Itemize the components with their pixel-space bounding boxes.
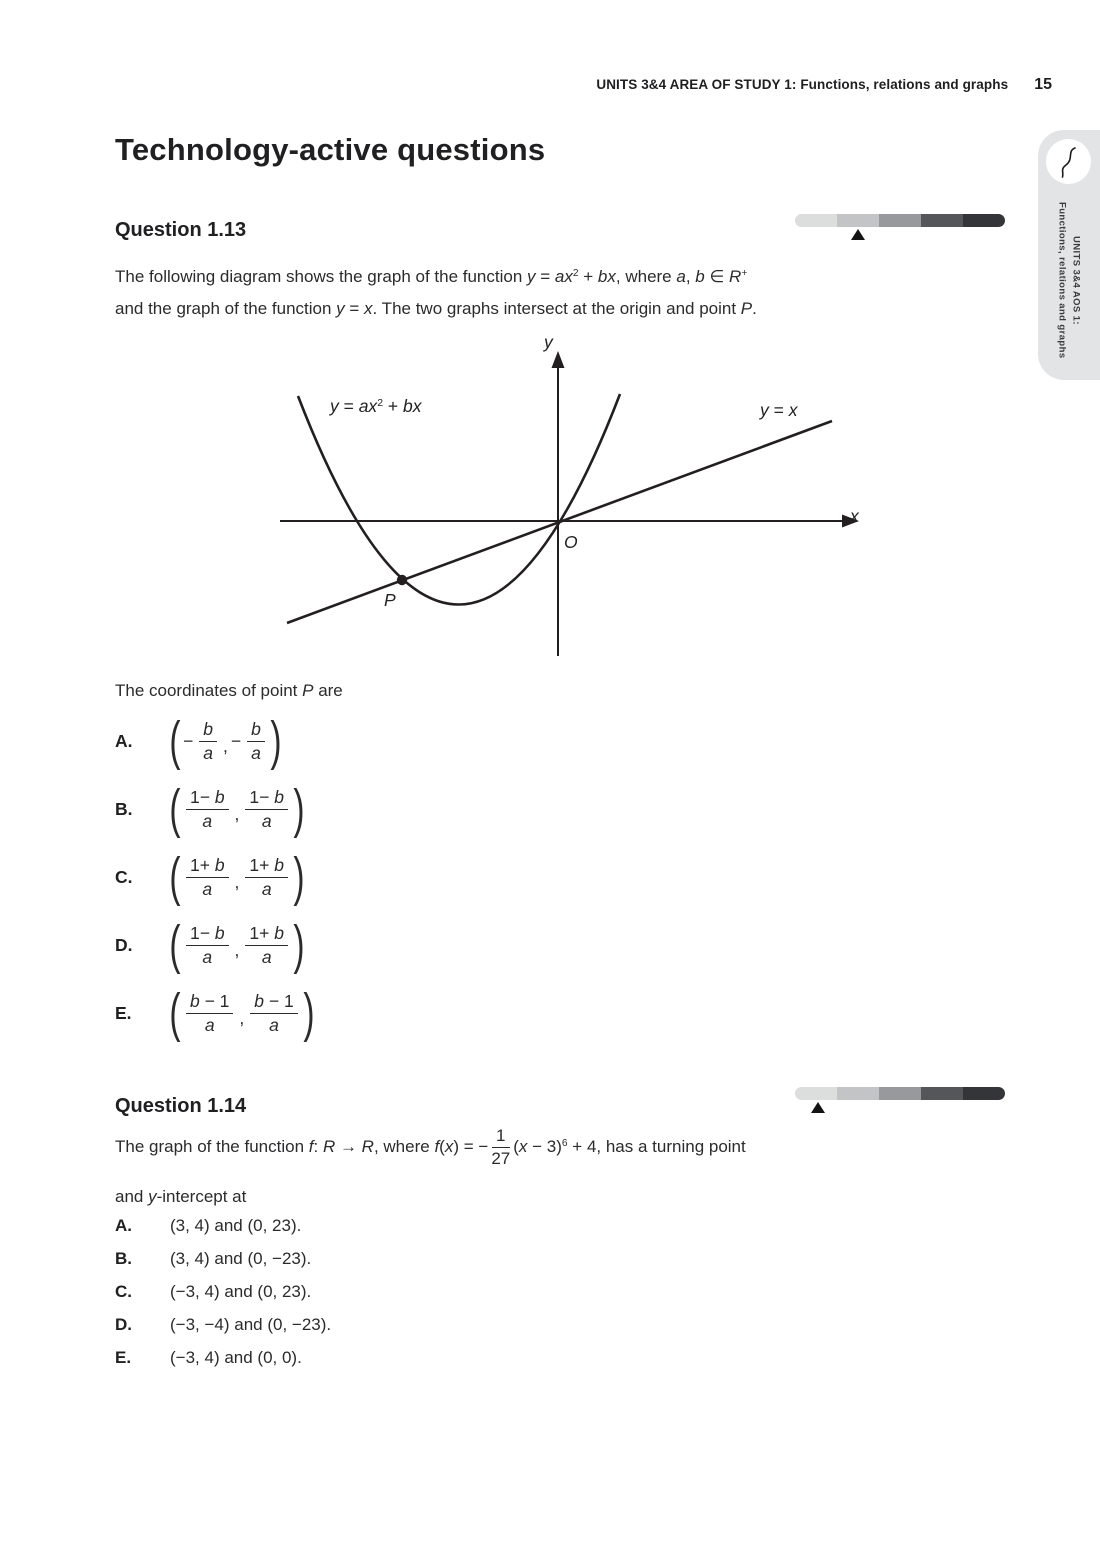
text-run: , [234, 940, 240, 960]
y-axis-arrow-icon [552, 351, 565, 368]
text-run: . [752, 299, 757, 318]
meter-segment [837, 214, 879, 227]
numerator [245, 787, 288, 810]
text-run: ax [358, 396, 378, 416]
option-letter: A. [115, 1216, 132, 1235]
denominator [202, 810, 212, 832]
option-formula [169, 711, 282, 771]
text-run: P [302, 681, 314, 700]
numerator [245, 923, 288, 946]
denominator [202, 878, 212, 900]
tab-units-label: UNITS 3&4 AOS 1: [1070, 235, 1082, 325]
text-run: 1− [189, 922, 215, 943]
text-run: : [313, 1137, 323, 1157]
text-run: y [330, 396, 339, 416]
text-run: b [695, 267, 705, 286]
difficulty-meter-q14 [795, 1087, 1005, 1117]
tab-topic-label: Functions, relations and graphs [1056, 201, 1068, 359]
page-header [596, 76, 1052, 94]
text-run: ( [513, 1137, 519, 1157]
parenthesis: ( [169, 711, 181, 771]
text-run: ( [439, 1137, 445, 1157]
option-formula [169, 779, 305, 839]
answer-option [115, 914, 314, 976]
fraction [186, 923, 229, 967]
text-run: , [239, 1008, 245, 1028]
text-run: a [251, 742, 261, 763]
option-letter: D. [115, 1315, 132, 1334]
text-run: 1− [189, 786, 215, 807]
text-run: x [444, 1137, 454, 1157]
parenthesis: ) [293, 847, 305, 907]
text-run: x [788, 400, 798, 420]
text-run: a [261, 810, 272, 831]
parenthesis: ) [303, 983, 315, 1043]
q14-options [115, 1216, 331, 1381]
answer-option [115, 1348, 331, 1368]
text-run: ∈ [704, 267, 730, 286]
intro-line-1 [115, 262, 1025, 294]
line-equation-label [760, 400, 797, 421]
text-run: , [222, 736, 228, 756]
graph-canvas [270, 338, 870, 668]
text-run: b [274, 854, 284, 875]
text-run: + [578, 267, 598, 286]
text-run: The coordinates of point [115, 681, 303, 700]
numerator [247, 719, 265, 742]
y-axis-label: y [544, 332, 553, 352]
text-run: 1− [249, 786, 275, 807]
text-run: b [203, 718, 213, 739]
text-run: , [234, 872, 240, 892]
parenthesis: ( [169, 915, 181, 975]
question-14-intro-line1 [115, 1126, 1075, 1169]
function-graph-diagram [270, 332, 870, 668]
question-13-prompt [115, 676, 343, 705]
text-run: ax [554, 267, 573, 286]
text-run: + 4, has a turning point [567, 1137, 746, 1157]
intro-line-2 [115, 294, 1025, 323]
option-text: (−3, −4) and (0, −23). [170, 1315, 332, 1334]
text-run: R [361, 1137, 374, 1157]
answer-option [115, 778, 314, 840]
text-run: P [740, 299, 753, 318]
text-run: The following diagram shows the graph of the function [115, 267, 528, 286]
text-run: bx [402, 396, 422, 416]
meter-segment [879, 214, 921, 227]
parenthesis: ( [169, 779, 181, 839]
text-run: b [214, 922, 225, 943]
denominator [262, 878, 272, 900]
numerator [250, 991, 297, 1014]
text-run: = [344, 299, 365, 318]
answer-option [115, 1216, 331, 1236]
denominator [203, 742, 213, 764]
text-run: 1+ [249, 922, 275, 943]
tab-circle [1046, 139, 1091, 184]
text-run: are [313, 681, 343, 700]
question-14-heading: Question 1.14 [115, 1095, 247, 1117]
numerator [186, 855, 229, 878]
text-run: 1 [496, 1126, 506, 1145]
option-text: (−3, 4) and (0, 23). [170, 1282, 312, 1301]
text-run: a [203, 742, 213, 763]
denominator [251, 742, 261, 764]
denominator [205, 1014, 215, 1036]
difficulty-bar [795, 214, 1005, 227]
answer-option [115, 1315, 331, 1335]
parenthesis: ( [169, 983, 181, 1043]
chapter-side-tab [1038, 130, 1100, 380]
text-run: b [251, 718, 261, 739]
parenthesis: ) [270, 711, 282, 771]
text-run: y [336, 299, 345, 318]
text-run: a [676, 267, 686, 286]
text-run: b [214, 854, 225, 875]
denominator [269, 1014, 279, 1036]
text-run: and [115, 1187, 149, 1206]
text-run: = [338, 396, 359, 416]
origin-label: O [564, 532, 578, 552]
difficulty-marker-icon [811, 1102, 825, 1113]
difficulty-marker-icon [851, 229, 865, 240]
text-run: a [261, 946, 272, 967]
text-run: + [383, 396, 403, 416]
option-formula [169, 983, 315, 1043]
option-text: (3, 4) and (0, −23). [170, 1249, 312, 1268]
text-run: 2 [377, 397, 384, 410]
option-formula [169, 847, 305, 907]
parenthesis: ( [169, 847, 181, 907]
text-run: = [535, 267, 555, 286]
text-run: = [768, 400, 789, 420]
numerator [186, 923, 229, 946]
meter-segment [795, 1087, 837, 1100]
meter-segment [921, 1087, 963, 1100]
running-header: UNITS 3&4 AREA OF STUDY 1: Functions, relations and graphs [596, 77, 1009, 92]
meter-segment [837, 1087, 879, 1100]
denominator [491, 1148, 510, 1169]
text-run: bx [597, 267, 616, 286]
numerator [492, 1126, 509, 1148]
option-letter: D. [115, 934, 133, 955]
option-letter: C. [115, 1282, 132, 1301]
text-run: , [234, 804, 240, 824]
page-number: 15 [1034, 76, 1052, 93]
option-letter: E. [115, 1002, 132, 1023]
option-letter: E. [115, 1348, 132, 1367]
text-run: 27 [491, 1149, 511, 1169]
meter-segment [963, 214, 1005, 227]
tab-text [1038, 192, 1100, 368]
parabola-equation-label [330, 396, 421, 417]
option-letter: A. [115, 730, 133, 751]
fraction [186, 855, 229, 899]
parabola-curve [298, 394, 620, 605]
fraction [199, 719, 217, 763]
text-run: y [527, 267, 536, 286]
meter-segment [879, 1087, 921, 1100]
text-run: , where [373, 1137, 435, 1157]
answer-option [115, 1282, 331, 1302]
fraction [245, 855, 288, 899]
text-run: x [518, 1137, 528, 1157]
question-14-intro-line2 [115, 1182, 246, 1211]
text-run: + [741, 268, 748, 280]
fraction [245, 787, 288, 831]
answer-option [115, 710, 314, 772]
text-run: x [364, 299, 373, 318]
text-run: The graph of the function [115, 1137, 309, 1157]
x-axis-label: x [850, 506, 859, 526]
answer-option [115, 982, 314, 1044]
option-letter: B. [115, 1249, 132, 1268]
numerator [245, 855, 288, 878]
answer-option [115, 846, 314, 908]
parenthesis: ) [293, 779, 305, 839]
text-run: − [182, 730, 194, 751]
meter-segment [921, 214, 963, 227]
difficulty-bar [795, 1087, 1005, 1100]
fraction [247, 719, 265, 763]
answer-option [115, 1249, 331, 1269]
text-run: 1+ [249, 854, 275, 875]
text-run: 1+ [189, 854, 215, 875]
text-run: b [274, 786, 284, 807]
denominator [262, 946, 272, 968]
text-run: − 1 [264, 990, 294, 1011]
text-run: − 1 [199, 990, 230, 1011]
fraction [186, 991, 233, 1035]
denominator [202, 946, 212, 968]
text-run: b [189, 990, 200, 1011]
text-run: a [204, 1014, 215, 1035]
text-run: − 3) [527, 1137, 562, 1157]
text-run: a [202, 810, 213, 831]
text-run: a [202, 946, 213, 967]
text-run: b [214, 786, 225, 807]
text-run: y [148, 1187, 157, 1206]
parenthesis: ) [293, 915, 305, 975]
text-run: a [202, 878, 213, 899]
denominator [262, 810, 272, 832]
text-run: R [729, 267, 742, 286]
text-run: 6 [561, 1138, 568, 1150]
text-run: b [274, 922, 284, 943]
text-run: b [254, 990, 265, 1011]
option-letter: C. [115, 866, 133, 887]
fraction [491, 1126, 510, 1169]
numerator [186, 991, 233, 1014]
text-run: → [335, 1137, 362, 1157]
option-formula [169, 915, 305, 975]
text-run: 2 [572, 268, 579, 280]
text-run: − [230, 730, 242, 751]
text-run: R [322, 1137, 336, 1157]
fraction [250, 991, 297, 1035]
text-run: . The two graphs intersect at the origin and point [372, 299, 741, 318]
meter-segment [795, 214, 837, 227]
text-run: -intercept at [156, 1187, 247, 1206]
function-curve-icon [1046, 139, 1091, 184]
difficulty-meter-q13 [795, 214, 1005, 244]
fraction [186, 787, 229, 831]
numerator [186, 787, 229, 810]
fraction [245, 923, 288, 967]
text-run: f [308, 1137, 314, 1157]
meter-segment [963, 1087, 1005, 1100]
text-run: , where [615, 267, 677, 286]
option-letter: B. [115, 798, 133, 819]
text-run: ) = − [453, 1137, 489, 1157]
text-run: y [760, 400, 769, 420]
point-p-dot [397, 575, 407, 585]
question-13-intro [115, 262, 1025, 323]
text-run: f [434, 1137, 440, 1157]
option-text: (3, 4) and (0, 23). [170, 1216, 302, 1235]
text-run: a [261, 878, 272, 899]
option-text: (−3, 4) and (0, 0). [170, 1348, 302, 1367]
text-run: a [269, 1014, 279, 1035]
section-title: Technology-active questions [115, 132, 546, 167]
point-p-label: P [384, 590, 396, 610]
numerator [199, 719, 217, 742]
text-run: and the graph of the function [115, 299, 337, 318]
text-run: , [685, 267, 696, 286]
question-13-heading: Question 1.13 [115, 219, 247, 241]
q13-options [115, 710, 314, 1050]
